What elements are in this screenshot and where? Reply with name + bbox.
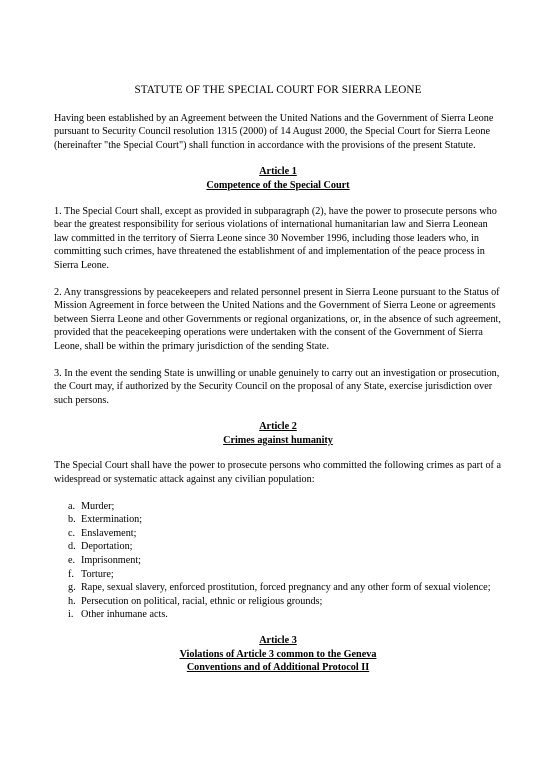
list-item-text: Other inhumane acts.	[81, 609, 168, 621]
list-marker: f.	[68, 568, 74, 580]
preamble-paragraph: Having been established by an Agreement between the United Nations and the Government of Sierra Leone pursuant to Security Council resolution 1315 (2000) of 14 August 2000, the Special Court for Sierra Leone (hereinafter "the Special Court") shall function in accordance with the provisions of the present Statute.	[54, 112, 494, 151]
article-1-paragraph-2: 2. Any transgressions by peacekeepers and related personnel present in Sierra Leone pursuant to the Status of Mission Agreement in force between the United Nations and the Government of Sierra Leone or agreements between Sierra Leone and other Governments or regional organizations, or, in the absence of such agreement, provided that the peacekeeping operations were undertaken with the consent of the Government of Sierra Leone, shall be within the primary jurisdiction of the sending State.	[54, 286, 501, 352]
article-2-intro: The Special Court shall have the power to prosecute persons who committed the following crimes as part of a widespread or systematic attack against any civilian population:	[54, 460, 501, 486]
list-marker: b.	[68, 514, 76, 526]
document-title: STATUTE OF THE SPECIAL COURT FOR SIERRA LEONE	[134, 84, 422, 96]
list-item-text: Rape, sexual slavery, enforced prostitution, forced pregnancy and any other form of sexual violence;	[81, 582, 491, 594]
article-2-header	[54, 420, 502, 447]
article-2-heading: Crimes against humanity	[223, 434, 333, 446]
list-item-text: Murder;	[81, 500, 115, 512]
list-marker: d.	[68, 541, 76, 553]
list-item	[68, 540, 502, 554]
list-item-text: Imprisonment;	[81, 555, 141, 567]
list-marker: h.	[68, 595, 76, 607]
list-item	[68, 608, 502, 622]
list-item	[68, 513, 502, 527]
list-marker: e.	[68, 555, 76, 567]
list-item	[68, 595, 502, 609]
list-item	[68, 568, 502, 582]
list-marker: c.	[68, 527, 76, 539]
article-1-paragraph-1: 1. The Special Court shall, except as provided in subparagraph (2), have the power to prosecute persons who bear the greatest responsibility for serious violations of international humanitarian law and Sierra Leonean law committed in the territory of Sierra Leone since 30 November 1996, including those leaders who, in committing such crimes, have threatened the establishment of and implementation of the peace process in Sierra Leone.	[54, 205, 497, 271]
article-1-paragraph-3: 3. In the event the sending State is unwilling or unable genuinely to carry out an investigation or prosecution, the Court may, if authorized by the Security Council on the proposal of any State, exercise jurisdiction over such persons.	[54, 367, 500, 406]
list-item-text: Deportation;	[81, 541, 133, 553]
article-2-number: Article 2	[259, 421, 297, 433]
list-marker: g.	[68, 582, 76, 594]
list-item-text: Persecution on political, racial, ethnic or religious grounds;	[81, 595, 323, 607]
article-1-header	[54, 165, 502, 192]
list-item	[68, 581, 502, 595]
article-1-heading: Competence of the Special Court	[206, 179, 350, 191]
article-3-number: Article 3	[259, 635, 297, 646]
document-page	[54, 84, 502, 687]
list-item-text: Torture;	[81, 568, 114, 580]
crimes-list	[54, 500, 502, 622]
list-item	[68, 554, 502, 568]
article-3-heading-line-2: Conventions and of Additional Protocol II	[186, 662, 370, 674]
article-1-number: Article 1	[259, 166, 297, 178]
list-item	[68, 527, 502, 541]
list-marker: a.	[68, 500, 76, 512]
list-marker: i.	[68, 609, 74, 621]
list-item-text: Enslavement;	[81, 527, 137, 539]
article-3-heading-line-1: Violations of Article 3 common to the Geneva	[179, 648, 377, 660]
article-3-header	[54, 634, 502, 675]
list-item	[68, 500, 502, 514]
list-item-text: Extermination;	[81, 514, 143, 526]
